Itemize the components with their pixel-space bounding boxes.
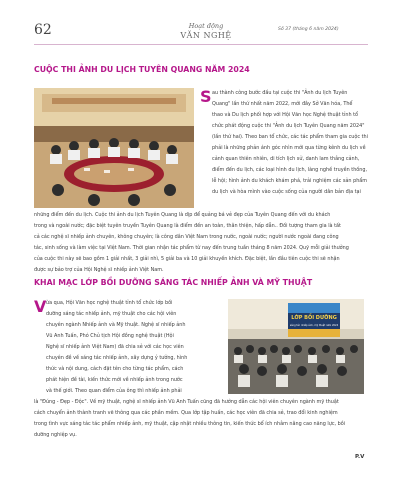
text-line: du lịch và hòa mình vào cuộc sống của người dân bản địa tại [212,189,361,195]
text-line: cảnh quan thiên nhiên, di tích lịch sử, danh lam thắng cảnh, [212,156,360,162]
text-line: trong và ngoài nước; đặc biệt tuyên truyền Tuyên Quang là điểm đến an toàn, thân thiện, hấp dẫn.. Đối tượng tham gia là tất [34,223,341,229]
article2-dropcap: V [34,297,47,316]
article1-title: CUỘC THI ẢNH DU LỊCH TUYÊN QUANG NĂM 2024 [34,65,250,74]
text-line: lễ hội; hình ảnh du khách khám phá, trải nghiệm các sản phẩm [212,178,368,184]
text-line: và thế giới. Theo quan điểm của ông thì nhiếp ảnh phải [46,388,182,394]
text-line: dưỡng nghiệp vụ. [34,432,77,438]
article2-title: KHAI MẠC LỚP BỒI DƯỠNG SÁNG TÁC NHIẾP ẢNH VÀ MỸ THUẬT [34,278,313,287]
text-line: tác, sinh sống và làm việc tại Việt Nam. Thời gian nhận tác phẩm từ nay đến trung tuần tháng 8 năm 2024. Quỹ mỗi giải thưởng [34,245,349,251]
text-line: chuyên đề về sáng tác nhiếp ảnh, xây dựng ý tưởng, hình [46,355,188,361]
text-line: Vũ Anh Tuấn, Phó Chủ tịch Hội đồng nghệ thuật (Hội [46,333,174,339]
issue-label: Số 37 (tháng 6 năm 2024) [278,27,339,32]
text-line: thao và Du lịch phối hợp với Hội Văn học Nghệ thuật tỉnh tổ [212,112,359,118]
article1-body [34,210,368,276]
text-line: dưỡng sáng tác nhiếp ảnh, mỹ thuật cho các hội viên [46,311,177,317]
article2-side-column [46,298,222,397]
text-line: là "Đúng - Đẹp - Độc". Về mỹ thuật, nghệ sĩ nhiếp ảnh Vũ Anh Tuấn cũng đã hướng dẫn các hội viên chuyên ngành mỹ thuật [34,399,339,405]
text-line: cả các nghệ sĩ nhiếp ảnh chuyên, không chuyên; là công dân Việt Nam trong nước, ngoài nước; người nước ngoài đang công [34,234,339,240]
text-line: au thành công bước đầu tại cuộc thi "Ảnh du lịch Tuyên [212,90,348,96]
text-line: ừa qua, Hội Văn học nghệ thuật tỉnh tổ chức lớp bồi [46,300,173,306]
article1-side-column [212,88,368,198]
text-line: Nghệ sĩ nhiếp ảnh Việt Nam) đã chia sẻ với các học viên [46,344,184,350]
text-line: những điểm đến du lịch. Cuộc thi ảnh du lịch Tuyên Quang là dịp để quảng bá vẻ đẹp của Tuyên Quang đến với du khách [34,212,331,218]
page-header [0,0,402,44]
text-line: trong tình vực sáng tác tác phẩm nhiếp ảnh, mỹ thuật, cập nhật nhiều thông tin, kiến thức bổ ích nhằm nâng cao năng lực, bồi [34,421,346,427]
text-line: Quang" lần thứ nhất năm 2022, mới đây Sở Văn hóa, Thể [212,101,353,107]
article2-photo [228,299,364,394]
text-line: được sự bảo trợ của Hội Nghệ sĩ nhiếp ảnh Việt Nam. [34,267,164,273]
magazine-line1: Hoạt động [188,22,224,30]
text-line: (lần thứ hai). Theo ban tổ chức, các tác phẩm tham gia cuộc thi [212,134,368,140]
article1-photo [34,88,194,208]
header-divider [34,44,368,45]
text-line: phát hiện đề tài, kiến thức mới về nhiếp ảnh trong nước [46,377,183,383]
text-line: cách chuyển ảnh thành tranh vẽ thông qua các phần mềm. Qua lớp tập huấn, các học viên đã chia sẻ, trao đổi kinh nghiệm [34,410,338,416]
article2-body [34,397,368,441]
text-line: của cuộc thi này sẽ bao gồm 1 giải nhất, 3 giải nhì, 5 giải ba và 10 giải khuyến khích. Đặc biệt, lần đầu tiên cuộc thi sẽ nhận [34,256,340,262]
text-line: thức và nội dung, cách đặt tên cho từng tác phẩm, cách [46,366,184,372]
magazine-line2: VĂN NGHỆ [180,31,232,40]
text-line: điểm đến du lịch, các loại hình du lịch, làng nghề truyền thống, [212,167,368,173]
text-line: chức phát động cuộc thi "Ảnh du lịch Tuyên Quang năm 2024" [212,123,365,129]
article1-dropcap: S [200,87,212,106]
page-number: 62 [34,22,52,38]
text-line: phải là những phản ánh góc nhìn mới qua từng kênh du lịch về [212,145,366,151]
author-credit: P.V [355,454,365,460]
banner-subtitle: sáng tác nhiếp ảnh, mỹ thuật năm 2024 [289,324,339,327]
text-line: chuyên ngành Nhiếp ảnh và Mỹ thuật. Nghệ sĩ nhiếp ảnh [46,322,186,328]
banner-title: LỚP BỒI DƯỠNG [291,315,337,321]
magazine-masthead [176,22,236,40]
